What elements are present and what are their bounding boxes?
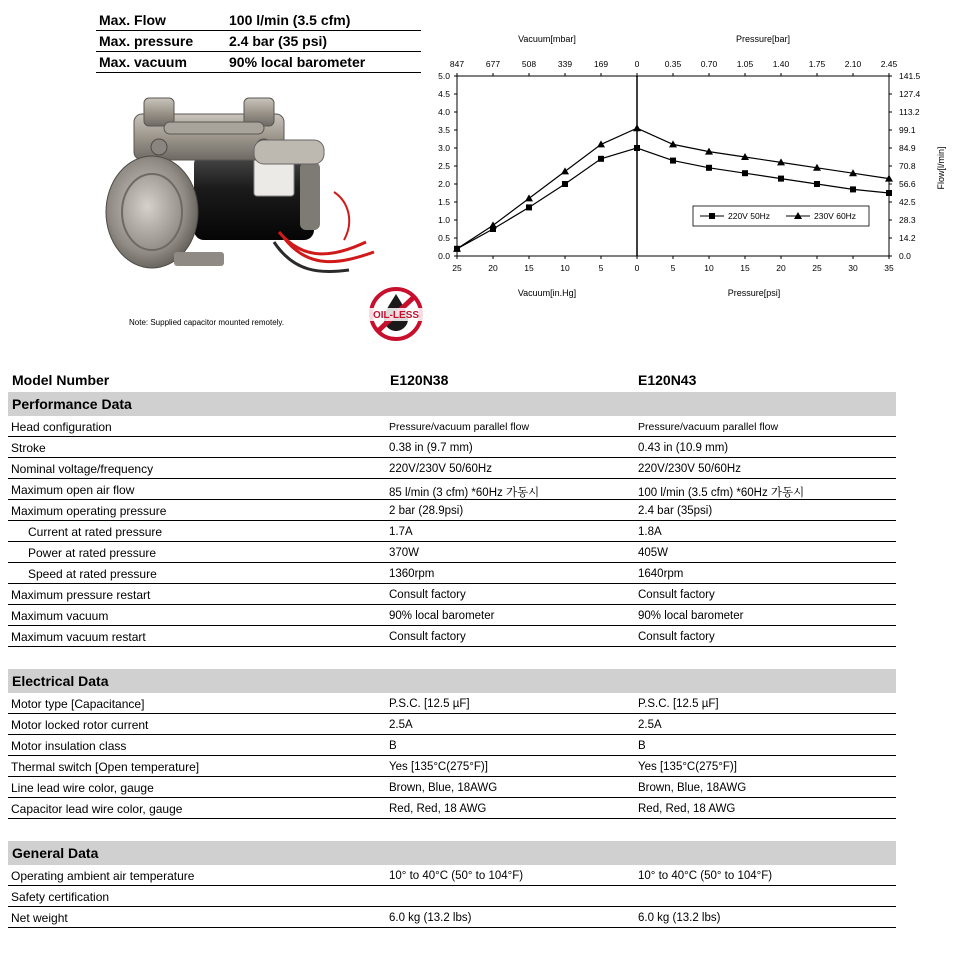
- oil-less-badge-icon: [366, 286, 426, 342]
- data-point-220v-50hz: [526, 204, 532, 210]
- bottom-tick-label: 25: [812, 263, 822, 273]
- row-value-e120n38: Yes [135°C(275°F)]: [389, 761, 488, 773]
- row-value-e120n38: 90% local barometer: [389, 610, 495, 622]
- table-row: [8, 479, 896, 500]
- row-value-e120n43: 1640rpm: [638, 568, 684, 580]
- row-value-e120n43: Yes [135°C(275°F)]: [638, 761, 737, 773]
- bottom-tick-label: 0: [634, 263, 640, 273]
- right-axis-label-flow: Flow[l/min]: [936, 146, 946, 190]
- data-point-220v-50hz: [886, 190, 892, 196]
- row-label: Maximum vacuum: [11, 609, 109, 623]
- row-label: Maximum operating pressure: [11, 504, 167, 518]
- row-value-e120n43: Consult factory: [638, 589, 715, 601]
- top-tick-label: 0.35: [664, 59, 682, 69]
- row-value-e120n38: Red, Red, 18 AWG: [389, 803, 487, 815]
- row-value-e120n38: Consult factory: [389, 631, 466, 643]
- bottom-tick-label: 20: [776, 263, 786, 273]
- row-value-e120n38: P.S.C. [12.5 µF]: [389, 698, 470, 710]
- data-point-220v-50hz: [742, 170, 748, 176]
- section-header: [8, 392, 896, 416]
- data-point-220v-50hz: [598, 156, 604, 162]
- row-label: Operating ambient air temperature: [11, 869, 195, 883]
- section-title: Electrical Data: [12, 673, 109, 689]
- capacitor-note: Note: Supplied capacitor mounted remotely.: [129, 318, 285, 327]
- row-value-e120n43: Consult factory: [638, 631, 715, 643]
- performance-chart: [420, 28, 957, 308]
- model-e120n38: E120N38: [390, 372, 449, 388]
- bottom-tick-label: 25: [452, 263, 462, 273]
- row-value-e120n38: Pressure/vacuum parallel flow: [389, 421, 530, 433]
- datasheet-sections: [8, 392, 896, 928]
- row-label: Capacitor lead wire color, gauge: [11, 802, 183, 816]
- row-value-e120n43: Red, Red, 18 AWG: [638, 803, 736, 815]
- row-value-e120n38: 220V/230V 50/60Hz: [389, 463, 492, 475]
- section-spacer: [8, 819, 896, 841]
- right-tick-label: 70.8: [899, 161, 916, 171]
- row-label: Maximum pressure restart: [11, 588, 151, 602]
- row-label: Nominal voltage/frequency: [11, 462, 154, 476]
- data-point-220v-50hz: [850, 186, 856, 192]
- top-tick-label: 1.40: [772, 59, 790, 69]
- row-label: Net weight: [11, 911, 68, 925]
- bottom-tick-label: 5: [598, 263, 604, 273]
- right-tick-label: 0.0: [899, 251, 911, 261]
- right-tick-label: 84.9: [899, 143, 916, 153]
- row-value-e120n38: 0.38 in (9.7 mm): [389, 442, 473, 454]
- table-row: [8, 416, 896, 437]
- plot-frame: [457, 76, 889, 256]
- spec-row: [96, 52, 421, 73]
- row-value-e120n38: 2.5A: [389, 719, 413, 731]
- bottom-tick-label: 10: [560, 263, 570, 273]
- oil-less-badge-text: OIL-LESS: [372, 310, 420, 321]
- left-tick-label: 4.5: [438, 89, 450, 99]
- row-value-e120n43: Pressure/vacuum parallel flow: [638, 421, 779, 433]
- table-row: [8, 865, 896, 886]
- row-label: Power at rated pressure: [28, 546, 157, 560]
- bottom-tick-label: 5: [670, 263, 676, 273]
- row-value-e120n38: Consult factory: [389, 589, 466, 601]
- right-tick-label: 28.3: [899, 215, 916, 225]
- table-row: [8, 798, 896, 819]
- section-title: General Data: [12, 845, 99, 861]
- top-tick-label: 169: [593, 59, 609, 69]
- plot-area: [457, 76, 889, 256]
- legend-series-2: 230V 60Hz: [814, 211, 857, 221]
- bottom-tick-label: 15: [740, 263, 750, 273]
- row-value-e120n43: 2.4 bar (35psi): [638, 505, 713, 517]
- spec-value: 90% local barometer: [226, 52, 421, 73]
- right-tick-label: 42.5: [899, 197, 916, 207]
- top-tick-label: 2.45: [880, 59, 898, 69]
- left-axis-ticks: [438, 71, 457, 261]
- table-row: [8, 605, 896, 626]
- row-label: Motor locked rotor current: [11, 718, 149, 732]
- data-point-220v-50hz: [634, 145, 640, 151]
- row-label: Current at rated pressure: [28, 525, 163, 539]
- left-tick-label: 1.5: [438, 197, 450, 207]
- row-value-e120n43: 6.0 kg (13.2 lbs): [638, 912, 721, 924]
- right-tick-label: 56.6: [899, 179, 916, 189]
- table-row: [8, 907, 896, 928]
- left-tick-label: 0.0: [438, 251, 450, 261]
- table-row: [8, 521, 896, 542]
- table-row: [8, 437, 896, 458]
- chart-legend: [693, 206, 869, 226]
- left-tick-label: 3.5: [438, 125, 450, 135]
- data-point-220v-50hz: [670, 158, 676, 164]
- top-axis-ticks: [450, 59, 898, 76]
- left-tick-label: 4.0: [438, 107, 450, 117]
- spec-label: Max. vacuum: [96, 52, 226, 73]
- right-tick-label: 127.4: [899, 89, 921, 99]
- row-value-e120n38: 1.7A: [389, 526, 413, 538]
- right-tick-label: 99.1: [899, 125, 916, 135]
- data-point-220v-50hz: [778, 176, 784, 182]
- row-value-e120n43: 405W: [638, 547, 669, 559]
- data-point-220v-50hz: [562, 181, 568, 187]
- left-tick-label: 2.0: [438, 179, 450, 189]
- left-tick-label: 3.0: [438, 143, 450, 153]
- top-tick-label: 847: [449, 59, 465, 69]
- row-value-e120n38: 1360rpm: [389, 568, 435, 580]
- row-value-e120n43: 220V/230V 50/60Hz: [638, 463, 741, 475]
- top-tick-label: 0: [634, 59, 640, 69]
- bottom-tick-label: 15: [524, 263, 534, 273]
- row-label: Thermal switch [Open temperature]: [11, 760, 200, 774]
- spec-row: [96, 31, 421, 52]
- top-axis-label-vacuum: Vacuum[mbar]: [518, 34, 576, 44]
- row-value-e120n38: 10° to 40°C (50° to 104°F): [389, 870, 524, 882]
- left-tick-label: 2.5: [438, 161, 450, 171]
- section-title: Performance Data: [12, 396, 132, 412]
- right-tick-label: 141.5: [899, 71, 921, 81]
- row-value-e120n38: Brown, Blue, 18AWG: [389, 782, 498, 794]
- table-row: [8, 500, 896, 521]
- top-tick-label: 339: [557, 59, 573, 69]
- table-row: [8, 756, 896, 777]
- data-point-220v-50hz: [706, 165, 712, 171]
- top-tick-label: 508: [521, 59, 537, 69]
- model-number-label: Model Number: [12, 372, 110, 388]
- model-e120n43: E120N43: [638, 372, 697, 388]
- table-row: [8, 693, 896, 714]
- right-tick-label: 14.2: [899, 233, 916, 243]
- data-point-220v-50hz: [814, 181, 820, 187]
- section-header: [8, 841, 896, 865]
- top-tick-label: 0.70: [700, 59, 718, 69]
- row-value-e120n43: 2.5A: [638, 719, 662, 731]
- row-label: Safety certification: [11, 890, 110, 904]
- row-label: Maximum open air flow: [11, 483, 135, 497]
- table-row: [8, 563, 896, 584]
- row-value-e120n43: 1.8A: [638, 526, 662, 538]
- top-tick-label: 1.75: [808, 59, 826, 69]
- section-header: [8, 669, 896, 693]
- table-row: [8, 626, 896, 647]
- top-tick-label: 2.10: [844, 59, 862, 69]
- bottom-axis-label-vacuum: Vacuum[in.Hg]: [517, 288, 577, 298]
- row-value-e120n43: 0.43 in (10.9 mm): [638, 442, 729, 454]
- bottom-axis-ticks: [452, 256, 894, 273]
- row-label: Head configuration: [11, 420, 112, 434]
- row-value-e120n43: 10° to 40°C (50° to 104°F): [638, 870, 773, 882]
- spec-summary-table: [96, 10, 421, 73]
- table-row: [8, 458, 896, 479]
- row-value-e120n43: Brown, Blue, 18AWG: [638, 782, 747, 794]
- spec-value: 2.4 bar (35 psi): [226, 31, 421, 52]
- bottom-axis-label-pressure: Pressure[psi]: [727, 288, 781, 298]
- legend-series-1: 220V 50Hz: [728, 211, 771, 221]
- row-label: Motor insulation class: [11, 739, 127, 753]
- row-value-e120n38: 85 l/min (3 cfm) *60Hz 가동시: [389, 487, 540, 499]
- row-label: Speed at rated pressure: [28, 567, 157, 581]
- spec-row: [96, 10, 421, 31]
- bottom-tick-label: 30: [848, 263, 858, 273]
- spec-label: Max. pressure: [96, 31, 226, 52]
- spec-value: 100 l/min (3.5 cfm): [226, 10, 421, 31]
- right-axis-ticks: [889, 71, 921, 261]
- table-row: [8, 777, 896, 798]
- left-tick-label: 0.5: [438, 233, 450, 243]
- legend-square-marker: [709, 213, 715, 219]
- row-value-e120n38: 2 bar (28.9psi): [389, 505, 464, 517]
- top-axis-label-pressure: Pressure[bar]: [735, 34, 791, 44]
- table-row: [8, 886, 896, 907]
- pump-product-image: [104, 92, 384, 292]
- row-value-e120n38: 6.0 kg (13.2 lbs): [389, 912, 472, 924]
- row-value-e120n43: 100 l/min (3.5 cfm) *60Hz 가동시: [638, 487, 805, 499]
- left-tick-label: 1.0: [438, 215, 450, 225]
- section-spacer: [8, 647, 896, 669]
- table-row: [8, 735, 896, 756]
- bottom-tick-label: 10: [704, 263, 714, 273]
- table-row: [8, 584, 896, 605]
- row-value-e120n43: B: [638, 740, 646, 752]
- row-label: Stroke: [11, 441, 46, 455]
- row-label: Line lead wire color, gauge: [11, 781, 154, 795]
- row-value-e120n43: P.S.C. [12.5 µF]: [638, 698, 719, 710]
- right-tick-label: 113.2: [899, 107, 920, 117]
- table-row: [8, 714, 896, 735]
- spec-label: Max. Flow: [96, 10, 226, 31]
- top-tick-label: 1.05: [736, 59, 754, 69]
- bottom-tick-label: 20: [488, 263, 498, 273]
- table-row: [8, 542, 896, 563]
- datasheet-table: [8, 368, 896, 928]
- top-tick-label: 677: [485, 59, 501, 69]
- row-value-e120n38: 370W: [389, 547, 420, 559]
- row-label: Motor type [Capacitance]: [11, 697, 145, 711]
- row-label: Maximum vacuum restart: [11, 630, 146, 644]
- left-tick-label: 5.0: [438, 71, 450, 81]
- bottom-tick-label: 35: [884, 263, 894, 273]
- row-value-e120n43: 90% local barometer: [638, 610, 744, 622]
- model-number-header: [8, 368, 896, 392]
- row-value-e120n38: B: [389, 740, 397, 752]
